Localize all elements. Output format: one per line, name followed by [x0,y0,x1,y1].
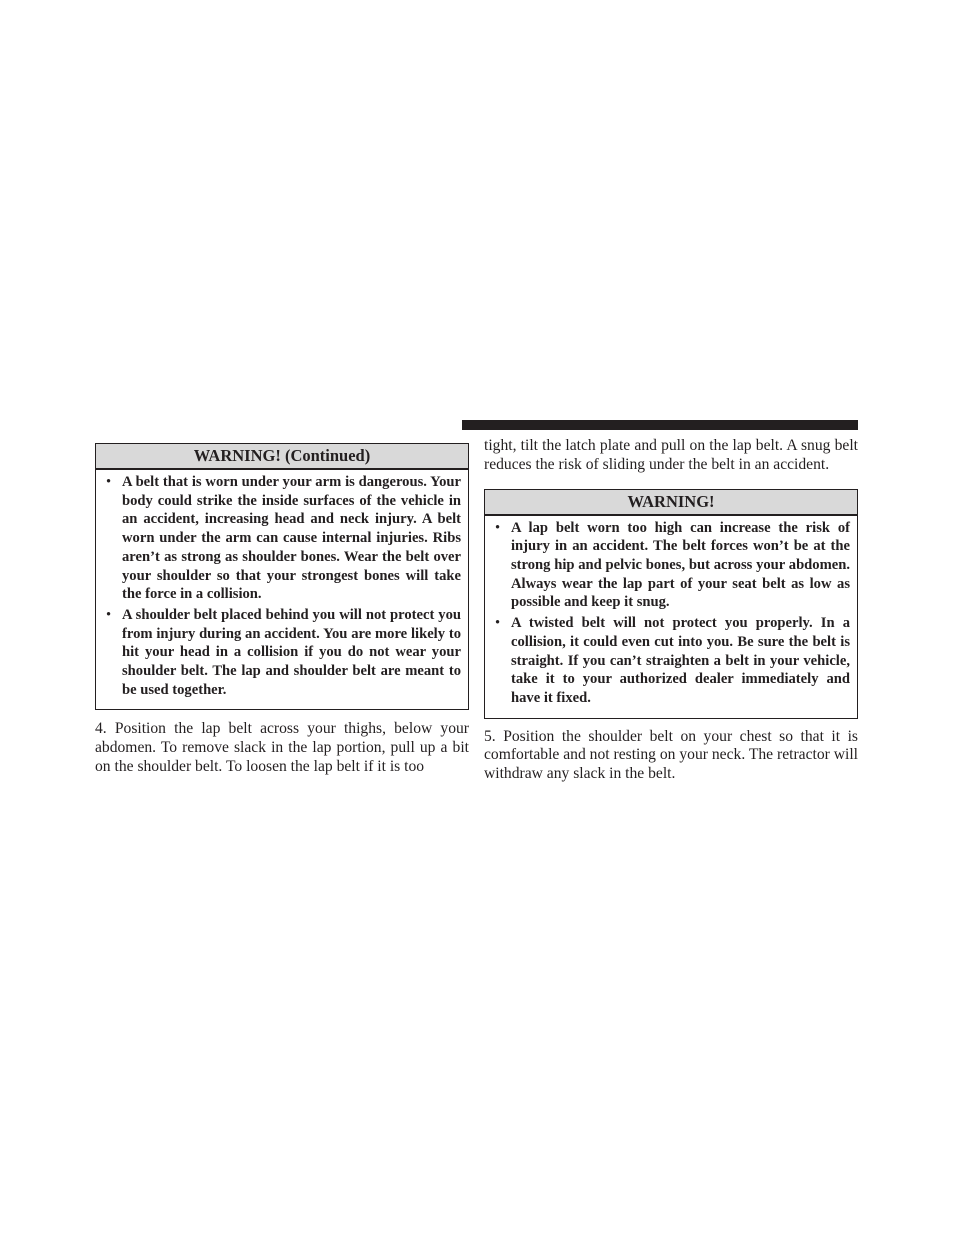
warning-item-text: A lap belt worn too high can increase the risk of injury in an accident. The belt forces won’t be at the strong hip and pelvic bones, but across your abdomen. Always wear the lap part of your seat belt as low as possible and keep it snug. [511,519,850,611]
warning-body [96,470,468,709]
warning-item-text: A belt that is worn under your arm is dangerous. Your body could strike the inside surfaces of the vehicle in an accident, increasing head and neck injury. A belt worn under the arm can cause internal injuries. Ribs aren’t as strong as shoulder bones. Wear the belt over your shoulder so that your strongest bones will take the force in a collision. [122,474,461,603]
section-header-rule [462,420,858,430]
step-4-continued-paragraph: tight, tilt the latch plate and pull on the lap belt. A snug belt reduces the risk of sliding under the belt in an accident. [484,437,858,473]
warning-box-continued [95,443,469,710]
warning-item [493,614,850,708]
warning-item [493,519,850,613]
step-5-paragraph: 5. Position the shoulder belt on your chest so that it is comfortable and not resting on your neck. The retractor will withdraw any slack in the belt. [484,727,858,783]
warning-list [493,519,850,708]
bullet-icon: • [106,474,112,490]
warning-item [104,606,461,700]
warning-header: WARNING! [485,490,857,516]
warning-body [485,516,857,718]
bullet-icon: • [495,615,501,632]
right-column [484,437,858,784]
warning-box [484,489,858,719]
warning-item [104,473,461,604]
step-4-paragraph: 4. Position the lap belt across your thighs, below your abdomen. To remove slack in the lap portion, pull up a bit on the shoulder belt. To loosen the lap belt if it is too [95,720,469,776]
left-column [95,443,469,777]
warning-header: WARNING! (Continued) [96,444,468,470]
bullet-icon: • [106,606,112,623]
warning-item-text: A twisted belt will not protect you properly. In a collision, it could even cut into you. Be sure the belt is straight. If you can’t straighten a belt in your vehicle, take it to your authorized dealer immediately and have it fixed. [511,615,850,706]
warning-list [104,473,461,699]
bullet-icon: • [495,519,501,536]
warning-item-text: A shoulder belt placed behind you will not protect you from injury during an accident. You are more likely to hit your head in a collision if you do not wear your shoulder belt. The lap and shoulder belt are meant to be used together. [122,606,461,698]
